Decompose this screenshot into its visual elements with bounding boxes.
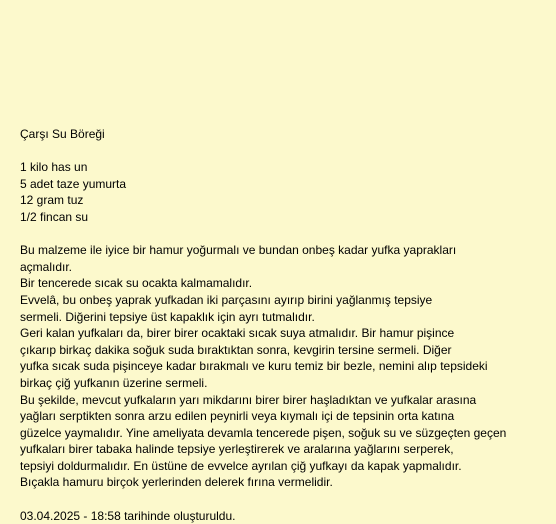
instruction-line: yağları serptikten sonra arzu edilen peynirli veya kıymalı içi de tepsinin orta katına <box>20 409 455 424</box>
ingredient-item: 1/2 fincan su <box>20 209 89 224</box>
instruction-line: Bıçakla hamuru birçok yerlerinden delerek fırına vermelidir. <box>20 475 333 490</box>
instructions <box>20 242 540 491</box>
instruction-line: Bu şekilde, mevcut yufkaların yarı mikdarını birer birer haşladıktan ve yufkalar arasına <box>20 392 477 407</box>
instruction-line: yufkaları birer tabaka halinde tepsiye yerleştirerek ve aralarına yağlarını serperek, <box>20 442 454 457</box>
spacer <box>20 226 540 243</box>
ingredient-item: 12 gram tuz <box>20 193 84 208</box>
instruction-line: Geri kalan yufkaları da, birer birer ocaktaki sıcak suya atmalıdır. Bir hamur pişince <box>20 326 455 341</box>
spacer <box>20 143 540 160</box>
ingredient-list <box>20 159 540 225</box>
instruction-line: yufka sıcak suda pişinceye kadar bırakmalı ve kuru temiz bir bezle, nemini alıp tepsideki <box>20 359 488 374</box>
note-title: Çarşı Su Böreği <box>20 127 105 141</box>
instruction-line: Evvelâ, bu onbeş yaprak yufkadan iki parçasını ayırıp birini yağlanmış tepsiye <box>20 292 433 307</box>
ingredient-item: 5 adet taze yumurta <box>20 176 127 191</box>
note-body <box>20 126 540 524</box>
instruction-line: Bu malzeme ile iyice bir hamur yoğurmalı ve bundan onbeş kadar yufka yaprakları <box>20 243 457 258</box>
instruction-line: açmalıdır. <box>20 259 73 274</box>
instruction-line: çıkarıp birkaç dakika soğuk suda bıraktıktan sonra, kevgirin tersine sermeli. Diğer <box>20 342 452 357</box>
instruction-line: tepsiyi doldurmalıdır. En üstüne de evvelce ayrılan çiğ yufkayı da kapak yapmalıdır. <box>20 458 462 473</box>
instruction-line: güzelce yaymalıdır. Yine ameliyata devamla tencerede pişen, soğuk su ve süzgeçten geçen <box>20 425 507 440</box>
instruction-line: birkaç çiğ yufkanın üzerine sermeli. <box>20 375 208 390</box>
instruction-line: Bir tencerede sıcak su ocakta kalmamalıdır. <box>20 276 253 291</box>
created-timestamp: 03.04.2025 - 18:58 tarihinde oluşturuldu. <box>20 508 236 523</box>
ingredient-item: 1 kilo has un <box>20 160 88 175</box>
instruction-line: sermeli. Diğerini tepsiye üst kapaklık için ayrı tutmalıdır. <box>20 309 315 324</box>
spacer <box>20 491 540 508</box>
